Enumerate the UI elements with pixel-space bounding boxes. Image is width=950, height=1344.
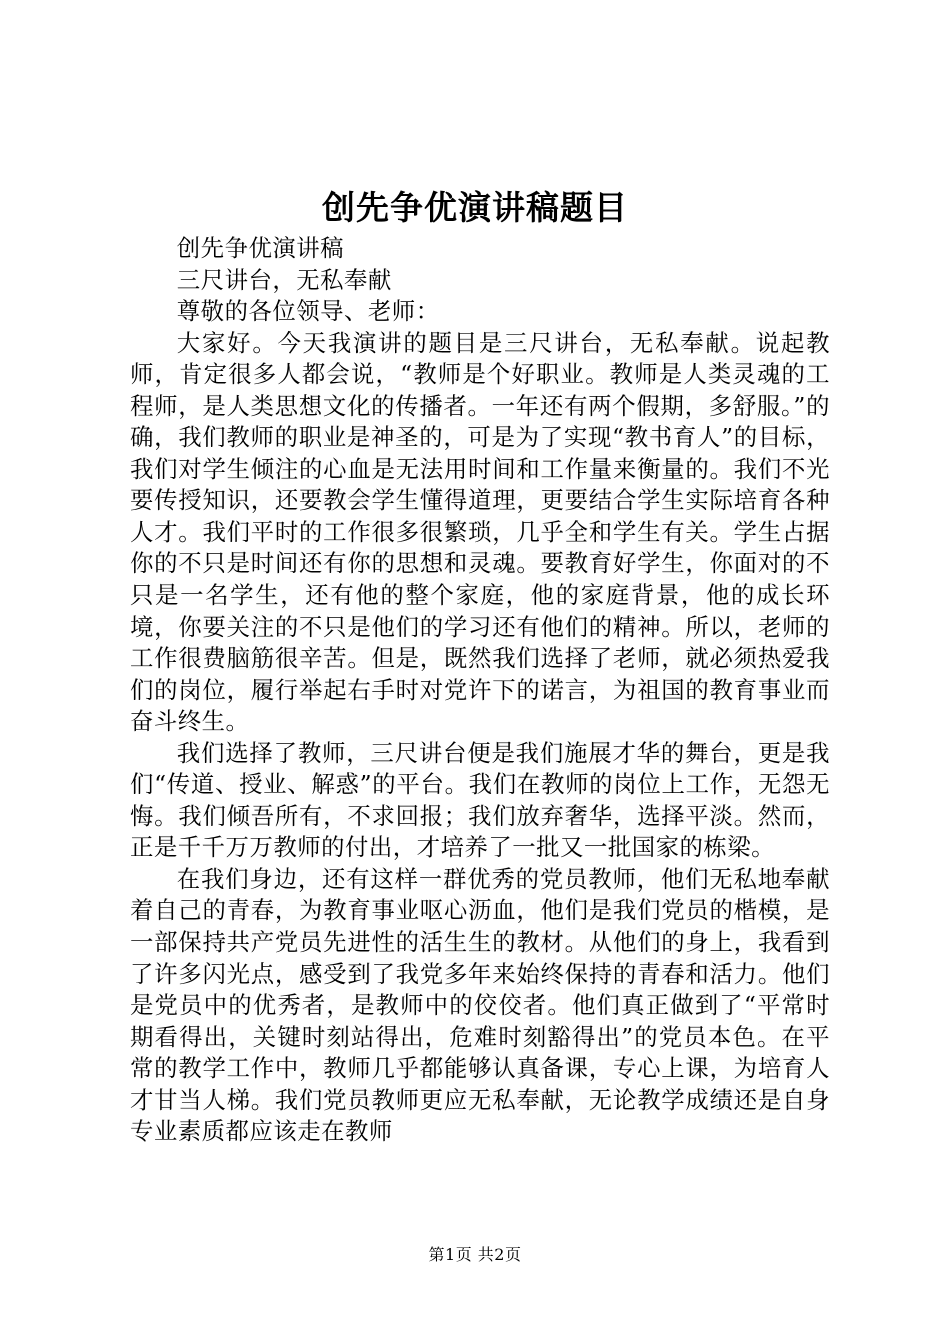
paragraph-body: 在我们身边，还有这样一群优秀的党员教师，他们无私地奉献着自己的青春，为教育事业呕心沥血，他们是我们党员的楷模，是一部保持共产党员先进性的活生生的教材。从他们的身上，我看到了许多闪光点，感受到了我党多年来始终保持的青春和活力。他们是党员中的优秀者，是教师中的佼佼者。他们真正做到了“平常时期看得出，关键时刻站得出，危难时刻豁得出”的党员本色。在平常的教学工作中，教师几乎都能够认真备课，专心上课，为培育人才甘当人梯。我们党员教师更应无私奉献，无论教学成绩还是自身专业素质都应该走在教师 (130, 864, 830, 1146)
document-title: 创先争优演讲稿题目 (322, 188, 628, 227)
page-number-footer: 第1页 共2页 (428, 1245, 522, 1264)
paragraph-body: 我们选择了教师，三尺讲台便是我们施展才华的舞台，更是我们“传道、授业、解惑”的平台。我们在教师的岗位上工作，无怨无悔。我们倾吾所有，不求回报；我们放弃奢华，选择平淡。然而，正是千千万万教师的付出，才培养了一批又一批国家的栋梁。 (130, 738, 830, 862)
paragraph-subtitle: 创先争优演讲稿 (176, 234, 345, 262)
document-body (130, 233, 830, 1148)
paragraph-theme: 三尺讲台，无私奉献 (176, 265, 392, 294)
paragraph-body: 大家好。今天我演讲的题目是三尺讲台，无私奉献。说起教师，肯定很多人都会说，“教师是个好职业。教师是人类灵魂的工程师，是人类思想文化的传播者。一年还有两个假期，多舒服。”的确，我们教师的职业是神圣的，可是为了实现“教书育人”的目标，我们对学生倾注的心血是无法用时间和工作量来衡量的。我们不光要传授知识，还要教会学生懂得道理，更要结合学生实际培育各种人才。我们平时的工作很多很繁琐，几乎全和学生有关。学生占据你的不只是时间还有你的思想和灵魂。要教育好学生，你面对的不只是一名学生，还有他的整个家庭，他的家庭背景，他的成长环境，你要关注的不只是他们的学习还有他们的精神。所以，老师的工作很费脑筋很辛苦。但是，既然我们选择了老师，就必须热爱我们的岗位，履行举起右手时对党许下的诺言，为祖国的教育事业而奋斗终生。 (130, 328, 830, 736)
paragraph-salutation: 尊敬的各位领导、老师： (176, 297, 440, 326)
